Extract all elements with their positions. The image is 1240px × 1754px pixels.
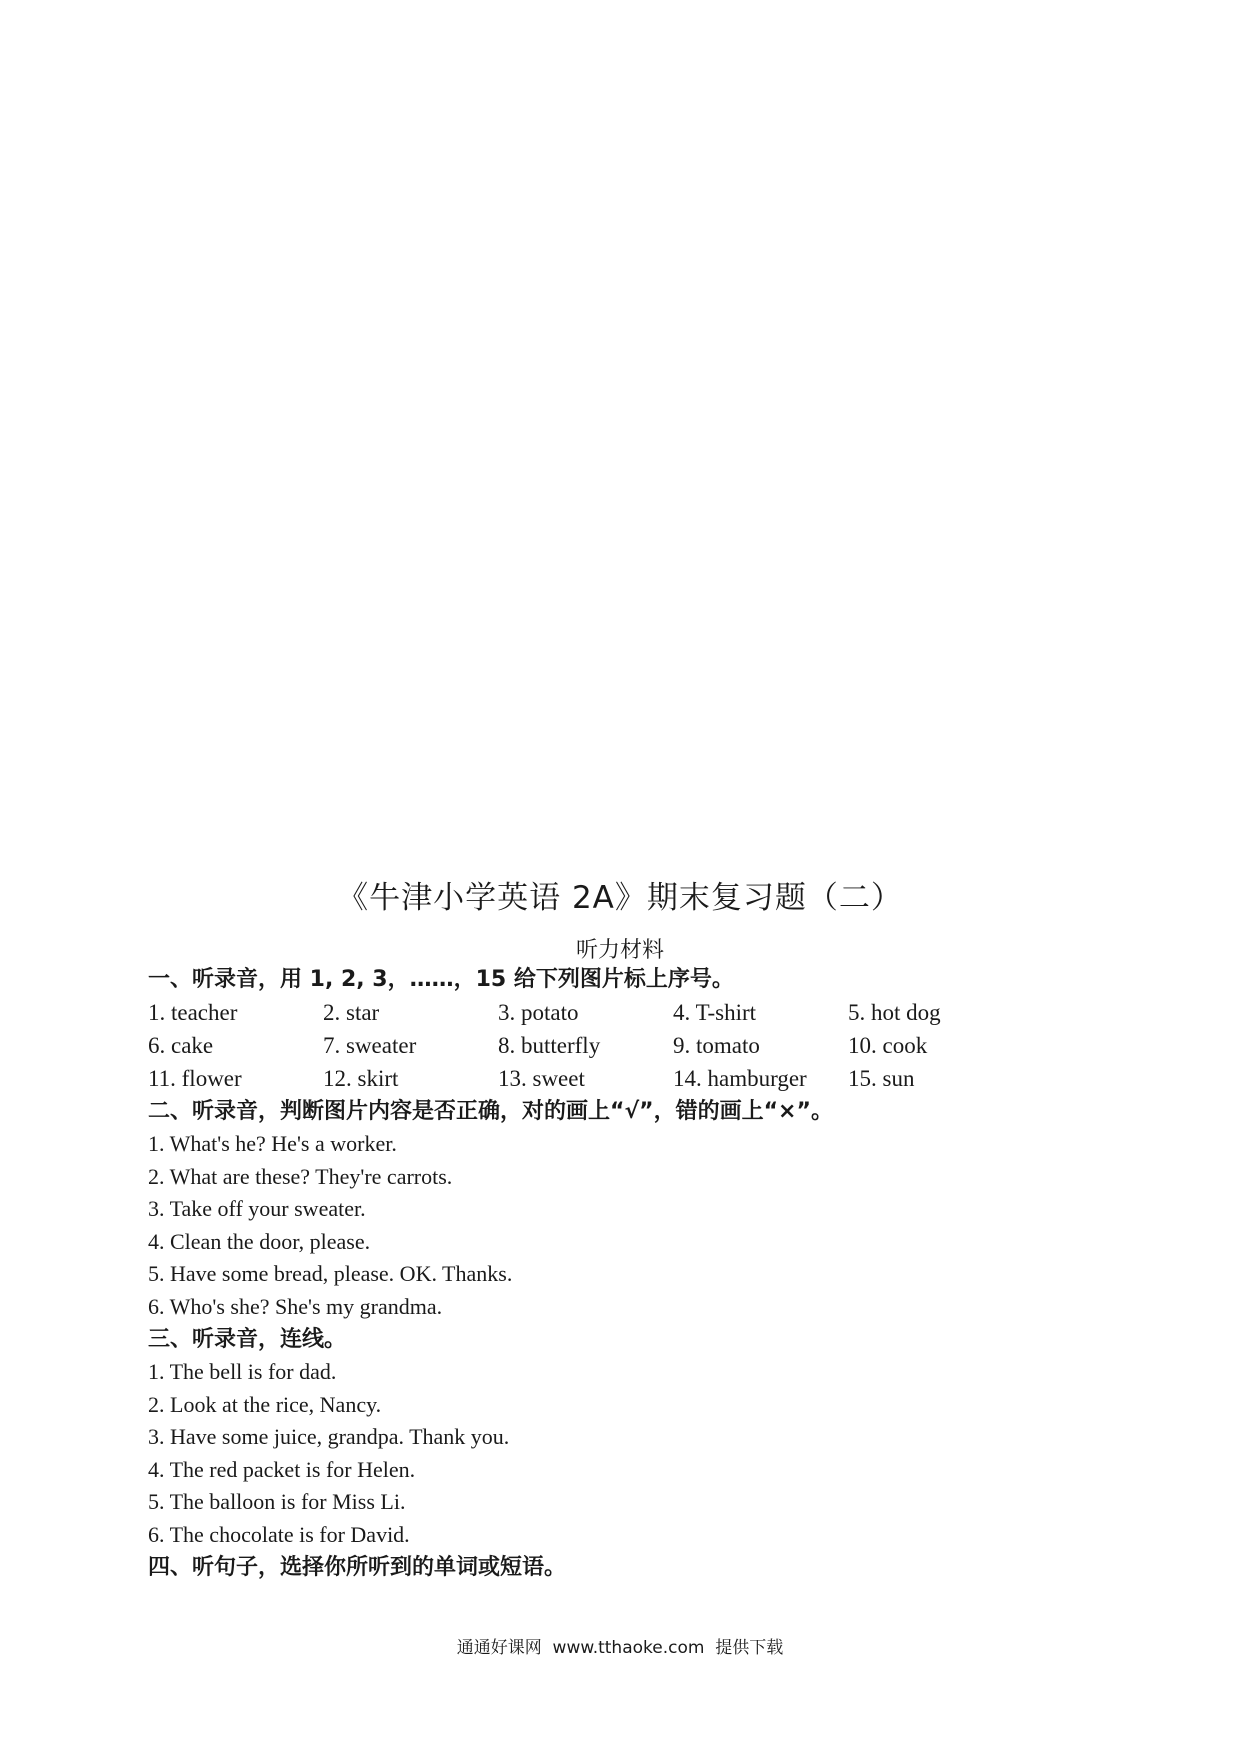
- word-row: [148, 996, 1108, 1029]
- sentence-item: 6. The chocolate is for David.: [148, 1521, 410, 1547]
- page-subtitle: 听力材料: [575, 938, 664, 963]
- document-content: [148, 963, 1108, 1584]
- sentence-item: 1. What's he? He's a worker.: [148, 1131, 397, 1156]
- word-item: 1. teacher: [148, 1000, 238, 1025]
- word-row: [148, 1062, 1108, 1095]
- section-2-heading: 二、听录音，判断图片内容是否正确，对的画上“√”，错的画上“×”。: [148, 1099, 833, 1124]
- word-item: 10. cook: [848, 1033, 928, 1058]
- word-item: 12. skirt: [323, 1066, 399, 1091]
- word-item: 9. tomato: [673, 1033, 760, 1058]
- sentence-item: 1. The bell is for dad.: [148, 1359, 337, 1384]
- word-item: 2. star: [323, 1000, 380, 1025]
- footer-credit: 通通好课网 www.tthaoke.com 提供下载: [456, 1638, 784, 1658]
- word-item: 8. butterfly: [498, 1033, 601, 1058]
- word-item: 5. hot dog: [848, 1000, 941, 1025]
- sentence-item: 2. Look at the rice, Nancy.: [148, 1391, 382, 1417]
- sentence-item: 5. Have some bread, please. OK. Thanks.: [148, 1261, 513, 1286]
- sentence-item: 5. The balloon is for Miss Li.: [148, 1489, 406, 1514]
- section-3-heading: 三、听录音，连线。: [148, 1327, 347, 1352]
- sentence-item: 3. Take off your sweater.: [148, 1196, 366, 1221]
- word-item: 6. cake: [148, 1033, 214, 1058]
- word-item: 7. sweater: [323, 1033, 417, 1058]
- word-item: 14. hamburger: [673, 1066, 807, 1091]
- word-item: 11. flower: [148, 1066, 242, 1091]
- sentence-item: 4. The red packet is for Helen.: [148, 1456, 416, 1482]
- word-item: 15. sun: [848, 1066, 915, 1091]
- sentence-item: 2. What are these? They're carrots.: [148, 1163, 453, 1189]
- sentence-item: 3. Have some juice, grandpa. Thank you.: [148, 1424, 510, 1449]
- page-title: 《牛津小学英语 2A》期末复习题（二）: [337, 880, 903, 916]
- word-item: 13. sweet: [498, 1066, 585, 1091]
- section-4-heading: 四、听句子，选择你所听到的单词或短语。: [148, 1555, 567, 1580]
- word-item: 3. potato: [498, 1000, 579, 1025]
- sentence-item: 4. Clean the door, please.: [148, 1228, 371, 1254]
- section-1-heading: 一、听录音，用 1, 2, 3，……，15 给下列图片标上序号。: [148, 967, 734, 992]
- word-item: 4. T-shirt: [673, 1000, 757, 1025]
- sentence-item: 6. Who's she? She's my grandma.: [148, 1293, 443, 1319]
- word-row: [148, 1029, 1108, 1062]
